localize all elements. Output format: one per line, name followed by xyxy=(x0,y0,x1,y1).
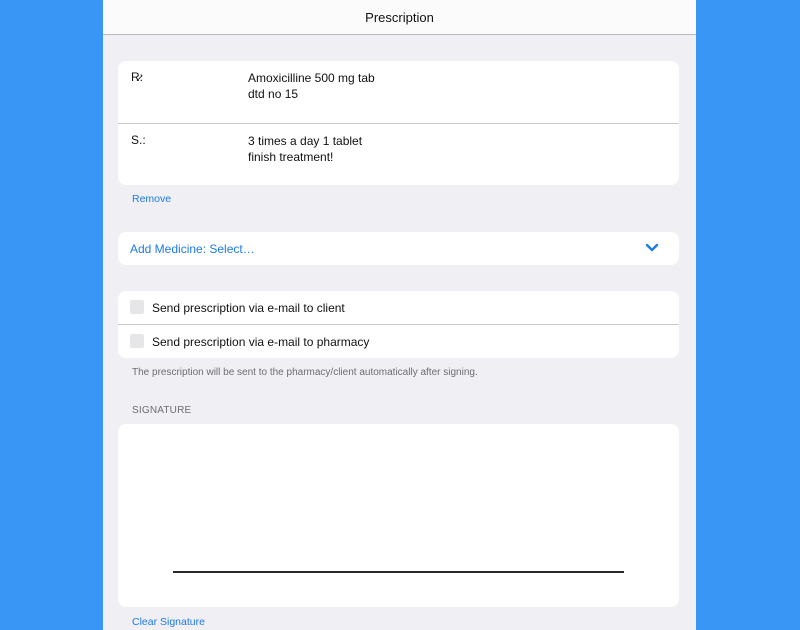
remove-button[interactable]: Remove xyxy=(132,193,172,205)
add-medicine-select[interactable] xyxy=(118,232,679,265)
dosage-line: 3 times a day 1 tablet xyxy=(248,134,363,148)
clear-signature-button[interactable]: Clear Signature xyxy=(132,616,205,628)
divider xyxy=(118,123,679,124)
email-client-option[interactable] xyxy=(118,291,679,324)
prescription-card xyxy=(118,61,679,185)
rx-value xyxy=(248,70,375,102)
email-client-label: Send prescription via e-mail to client xyxy=(152,301,345,315)
chevron-down-icon xyxy=(645,242,659,254)
rx-label: R̷: xyxy=(131,70,143,84)
email-client-checkbox[interactable] xyxy=(130,300,144,314)
navigation-bar xyxy=(103,0,696,35)
email-pharmacy-label: Send prescription via e-mail to pharmacy xyxy=(152,335,370,349)
add-medicine-label: Add Medicine: Select… xyxy=(130,242,255,256)
dosage-line: finish treatment! xyxy=(248,150,334,164)
email-options-card xyxy=(118,291,679,358)
prescription-panel xyxy=(103,0,696,630)
signa-label: S.: xyxy=(131,133,146,147)
page-title: Prescription xyxy=(365,10,434,25)
signature-header: SIGNATURE xyxy=(132,405,192,416)
signa-value xyxy=(248,133,362,165)
signature-pad[interactable] xyxy=(118,424,679,607)
email-pharmacy-checkbox[interactable] xyxy=(130,334,144,348)
medicine-line: Amoxicilline 500 mg tab xyxy=(248,71,375,85)
medicine-line: dtd no 15 xyxy=(248,87,299,101)
signing-note: The prescription will be sent to the pharmacy/client automatically after signing. xyxy=(132,367,478,378)
email-pharmacy-option[interactable] xyxy=(118,325,679,358)
signature-line xyxy=(173,571,624,573)
